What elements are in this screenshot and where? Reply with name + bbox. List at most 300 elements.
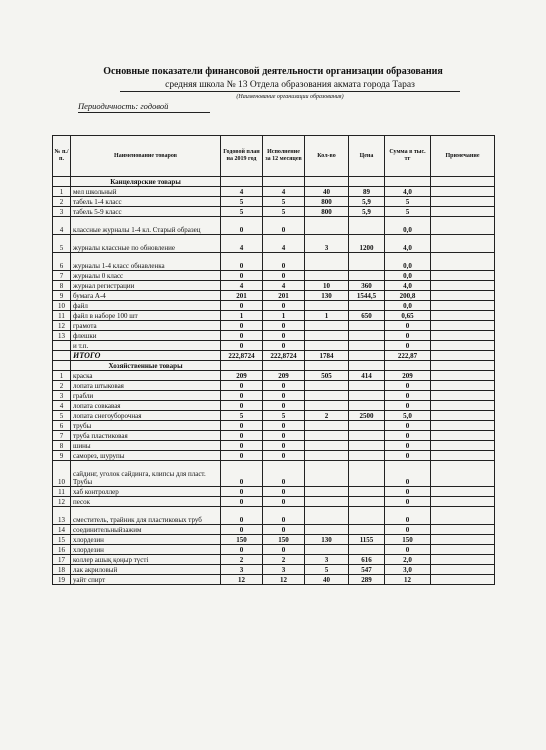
table-row	[53, 271, 495, 281]
table-row	[53, 431, 495, 441]
row-number-cell: 19	[53, 575, 71, 585]
execution-12m-cell: 0	[263, 217, 305, 235]
table-row	[53, 391, 495, 401]
table-row	[53, 575, 495, 585]
sum-thousand-tenge-cell: 0	[385, 545, 431, 555]
annual-plan-cell: 0	[221, 321, 263, 331]
note-cell	[431, 507, 495, 525]
column-header: Исполнение за 12 месяцев	[263, 136, 305, 177]
quantity-cell	[305, 441, 349, 451]
note-cell	[431, 217, 495, 235]
price-cell	[349, 431, 385, 441]
price-cell	[349, 351, 385, 361]
table-row	[53, 487, 495, 497]
note-cell	[431, 207, 495, 217]
price-cell	[349, 331, 385, 341]
item-name-cell: лопата снегоуборочная	[71, 411, 221, 421]
item-name-cell: сайдинг, уголок сайдинга, клипсы для пласт. Трубы	[71, 461, 221, 487]
quantity-cell	[305, 451, 349, 461]
section-header-row	[53, 177, 495, 187]
annual-plan-cell: 0	[221, 451, 263, 461]
periodicity-label: Периодичность: годовой	[78, 101, 210, 113]
quantity-cell	[305, 507, 349, 525]
sum-thousand-tenge-cell: 0,65	[385, 311, 431, 321]
note-cell	[431, 381, 495, 391]
sum-thousand-tenge-cell: 3,0	[385, 565, 431, 575]
item-name-cell: хлордезин	[71, 545, 221, 555]
price-cell	[349, 381, 385, 391]
execution-12m-cell: 1	[263, 311, 305, 321]
sum-thousand-tenge-cell: 5	[385, 197, 431, 207]
table-row	[53, 441, 495, 451]
row-number-cell: 13	[53, 331, 71, 341]
table-row	[53, 565, 495, 575]
price-cell	[349, 441, 385, 451]
annual-plan-cell: 4	[221, 235, 263, 253]
quantity-cell: 1	[305, 311, 349, 321]
row-number-cell: 2	[53, 381, 71, 391]
execution-12m-cell: 0	[263, 401, 305, 411]
note-cell	[431, 311, 495, 321]
row-number-cell: 4	[53, 217, 71, 235]
column-header: Годовой план на 2019 год	[221, 136, 263, 177]
price-cell: 1544,5	[349, 291, 385, 301]
section-title: Хозяйственные товары	[71, 361, 221, 371]
sum-thousand-tenge-cell: 222,87	[385, 351, 431, 361]
quantity-cell	[305, 253, 349, 271]
item-name-cell: песок	[71, 497, 221, 507]
execution-12m-cell: 0	[263, 451, 305, 461]
execution-12m-cell: 0	[263, 525, 305, 535]
item-name-cell: лак акриловый	[71, 565, 221, 575]
note-cell	[431, 555, 495, 565]
sum-thousand-tenge-cell: 0	[385, 497, 431, 507]
section-header-row	[53, 361, 495, 371]
note-cell	[431, 331, 495, 341]
quantity-cell	[305, 487, 349, 497]
note-cell	[431, 575, 495, 585]
annual-plan-cell: 5	[221, 207, 263, 217]
quantity-cell	[305, 341, 349, 351]
item-name-cell: табель 1-4 класс	[71, 197, 221, 207]
row-number-cell: 15	[53, 535, 71, 545]
annual-plan-cell: 0	[221, 545, 263, 555]
table-row	[53, 411, 495, 421]
empty-cell	[385, 361, 431, 371]
total-row	[53, 351, 495, 361]
row-number-cell: 3	[53, 207, 71, 217]
item-name-cell: классные журналы 1-4 кл. Старый образец	[71, 217, 221, 235]
note-cell	[431, 301, 495, 311]
item-name-cell: файл в наборе 100 шт	[71, 311, 221, 321]
row-number-cell	[53, 341, 71, 351]
item-name-cell: краска	[71, 371, 221, 381]
item-name-cell: и т.п.	[71, 341, 221, 351]
column-header: Сумма в тыс. тг	[385, 136, 431, 177]
execution-12m-cell: 5	[263, 207, 305, 217]
table-row	[53, 401, 495, 411]
report-title: Основные показатели финансовой деятельности организации образования	[103, 66, 443, 77]
note-cell	[431, 235, 495, 253]
execution-12m-cell: 0	[263, 507, 305, 525]
annual-plan-cell: 222,8724	[221, 351, 263, 361]
price-cell	[349, 487, 385, 497]
table-row	[53, 451, 495, 461]
note-cell	[431, 411, 495, 421]
price-cell	[349, 497, 385, 507]
price-cell: 289	[349, 575, 385, 585]
note-cell	[431, 271, 495, 281]
annual-plan-cell: 0	[221, 331, 263, 341]
row-number-cell: 5	[53, 411, 71, 421]
row-number-cell: 8	[53, 441, 71, 451]
annual-plan-cell: 4	[221, 187, 263, 197]
annual-plan-cell: 0	[221, 487, 263, 497]
quantity-cell: 40	[305, 575, 349, 585]
note-cell	[431, 497, 495, 507]
table-row	[53, 525, 495, 535]
price-cell: 2500	[349, 411, 385, 421]
price-cell	[349, 391, 385, 401]
item-name-cell: лопата штыковая	[71, 381, 221, 391]
execution-12m-cell: 0	[263, 461, 305, 487]
note-cell	[431, 341, 495, 351]
row-number-cell: 7	[53, 271, 71, 281]
annual-plan-cell: 5	[221, 411, 263, 421]
section-number-cell	[53, 361, 71, 371]
sum-thousand-tenge-cell: 0	[385, 487, 431, 497]
note-cell	[431, 565, 495, 575]
row-number-cell: 1	[53, 371, 71, 381]
annual-plan-cell: 12	[221, 575, 263, 585]
annual-plan-cell: 0	[221, 441, 263, 451]
execution-12m-cell: 0	[263, 421, 305, 431]
note-cell	[431, 351, 495, 361]
table-row	[53, 535, 495, 545]
section-title: Канцелярские товары	[71, 177, 221, 187]
table-row	[53, 461, 495, 487]
quantity-cell: 10	[305, 281, 349, 291]
execution-12m-cell: 0	[263, 253, 305, 271]
annual-plan-cell: 1	[221, 311, 263, 321]
table-row	[53, 331, 495, 341]
item-name-cell: коллер ашық қоңыр түсті	[71, 555, 221, 565]
empty-cell	[263, 177, 305, 187]
row-number-cell: 9	[53, 451, 71, 461]
quantity-cell	[305, 421, 349, 431]
sum-thousand-tenge-cell: 0	[385, 401, 431, 411]
price-cell: 547	[349, 565, 385, 575]
note-cell	[431, 321, 495, 331]
quantity-cell	[305, 217, 349, 235]
annual-plan-cell: 209	[221, 371, 263, 381]
item-name-cell: бумага А-4	[71, 291, 221, 301]
organization-name: средняя школа № 13 Отдела образования акмата города Тараз	[120, 80, 460, 92]
table-row	[53, 217, 495, 235]
annual-plan-cell: 0	[221, 391, 263, 401]
execution-12m-cell: 0	[263, 381, 305, 391]
annual-plan-cell: 0	[221, 301, 263, 311]
sum-thousand-tenge-cell: 0	[385, 461, 431, 487]
sum-thousand-tenge-cell: 2,0	[385, 555, 431, 565]
sum-thousand-tenge-cell: 5,0	[385, 411, 431, 421]
note-cell	[431, 371, 495, 381]
annual-plan-cell: 2	[221, 555, 263, 565]
sum-thousand-tenge-cell: 0	[385, 441, 431, 451]
annual-plan-cell: 0	[221, 381, 263, 391]
annual-plan-cell: 0	[221, 421, 263, 431]
column-header: Цена	[349, 136, 385, 177]
execution-12m-cell: 0	[263, 341, 305, 351]
price-cell	[349, 451, 385, 461]
annual-plan-cell: 0	[221, 217, 263, 235]
price-cell	[349, 545, 385, 555]
quantity-cell	[305, 331, 349, 341]
table-row	[53, 381, 495, 391]
item-name-cell: ИТОГО	[71, 351, 221, 361]
row-number-cell: 10	[53, 461, 71, 487]
table-row	[53, 421, 495, 431]
row-number-cell: 11	[53, 487, 71, 497]
sum-thousand-tenge-cell: 0,0	[385, 271, 431, 281]
quantity-cell	[305, 431, 349, 441]
price-cell	[349, 401, 385, 411]
item-name-cell: табель 5-9 класс	[71, 207, 221, 217]
quantity-cell: 2	[305, 411, 349, 421]
item-name-cell: журналы 0 класс	[71, 271, 221, 281]
price-cell	[349, 217, 385, 235]
note-cell	[431, 281, 495, 291]
price-cell	[349, 271, 385, 281]
row-number-cell	[53, 351, 71, 361]
quantity-cell: 3	[305, 235, 349, 253]
execution-12m-cell: 12	[263, 575, 305, 585]
row-number-cell: 7	[53, 431, 71, 441]
quantity-cell: 1784	[305, 351, 349, 361]
sum-thousand-tenge-cell: 0	[385, 525, 431, 535]
row-number-cell: 13	[53, 507, 71, 525]
row-number-cell: 1	[53, 187, 71, 197]
item-name-cell: хлордезин	[71, 535, 221, 545]
item-name-cell: журнал регистрации	[71, 281, 221, 291]
item-name-cell: журналы классные по обновление	[71, 235, 221, 253]
price-cell: 5,9	[349, 197, 385, 207]
note-cell	[431, 535, 495, 545]
column-header: № п./п.	[53, 136, 71, 177]
item-name-cell: лопата совкавая	[71, 401, 221, 411]
item-name-cell: шины	[71, 441, 221, 451]
item-name-cell: уайт спирт	[71, 575, 221, 585]
annual-plan-cell: 0	[221, 341, 263, 351]
column-header: Кол-во	[305, 136, 349, 177]
item-name-cell: саморез, шурупы	[71, 451, 221, 461]
quantity-cell: 800	[305, 197, 349, 207]
execution-12m-cell: 5	[263, 411, 305, 421]
execution-12m-cell: 0	[263, 391, 305, 401]
sum-thousand-tenge-cell: 0	[385, 507, 431, 525]
item-name-cell: соединительныйзажим	[71, 525, 221, 535]
note-cell	[431, 431, 495, 441]
sum-thousand-tenge-cell: 0	[385, 341, 431, 351]
row-number-cell: 16	[53, 545, 71, 555]
execution-12m-cell: 0	[263, 441, 305, 451]
annual-plan-cell: 150	[221, 535, 263, 545]
table-row	[53, 497, 495, 507]
financial-table	[52, 135, 495, 585]
item-name-cell: флешки	[71, 331, 221, 341]
item-name-cell: сместитель, трайник для пластиковых труб	[71, 507, 221, 525]
execution-12m-cell: 209	[263, 371, 305, 381]
execution-12m-cell: 0	[263, 497, 305, 507]
table-row	[53, 301, 495, 311]
execution-12m-cell: 4	[263, 187, 305, 197]
execution-12m-cell: 0	[263, 271, 305, 281]
quantity-cell: 130	[305, 291, 349, 301]
empty-cell	[385, 177, 431, 187]
price-cell	[349, 321, 385, 331]
sum-thousand-tenge-cell: 4,0	[385, 235, 431, 253]
row-number-cell: 2	[53, 197, 71, 207]
price-cell	[349, 525, 385, 535]
empty-cell	[431, 361, 495, 371]
note-cell	[431, 253, 495, 271]
note-cell	[431, 401, 495, 411]
table-row	[53, 321, 495, 331]
empty-cell	[431, 177, 495, 187]
row-number-cell: 3	[53, 391, 71, 401]
table-row	[53, 555, 495, 565]
annual-plan-cell: 3	[221, 565, 263, 575]
annual-plan-cell: 0	[221, 497, 263, 507]
table-row	[53, 197, 495, 207]
section-number-cell	[53, 177, 71, 187]
sum-thousand-tenge-cell: 5	[385, 207, 431, 217]
table-row	[53, 207, 495, 217]
table-row	[53, 253, 495, 271]
table-row	[53, 235, 495, 253]
execution-12m-cell: 201	[263, 291, 305, 301]
row-number-cell: 11	[53, 311, 71, 321]
item-name-cell: грабли	[71, 391, 221, 401]
note-cell	[431, 545, 495, 555]
price-cell	[349, 507, 385, 525]
quantity-cell	[305, 271, 349, 281]
item-name-cell: труба пластиковая	[71, 431, 221, 441]
table-row	[53, 507, 495, 525]
quantity-cell	[305, 321, 349, 331]
price-cell: 360	[349, 281, 385, 291]
sum-thousand-tenge-cell: 0	[385, 421, 431, 431]
execution-12m-cell: 0	[263, 545, 305, 555]
table-row	[53, 545, 495, 555]
sum-thousand-tenge-cell: 200,8	[385, 291, 431, 301]
annual-plan-cell: 0	[221, 461, 263, 487]
note-cell	[431, 187, 495, 197]
empty-cell	[305, 177, 349, 187]
note-cell	[431, 525, 495, 535]
note-cell	[431, 391, 495, 401]
price-cell	[349, 301, 385, 311]
annual-plan-cell: 0	[221, 271, 263, 281]
note-cell	[431, 441, 495, 451]
sum-thousand-tenge-cell: 209	[385, 371, 431, 381]
price-cell: 616	[349, 555, 385, 565]
note-cell	[431, 421, 495, 431]
annual-plan-cell: 4	[221, 281, 263, 291]
empty-cell	[349, 361, 385, 371]
quantity-cell	[305, 381, 349, 391]
quantity-cell: 505	[305, 371, 349, 381]
row-number-cell: 18	[53, 565, 71, 575]
table-row	[53, 311, 495, 321]
execution-12m-cell: 2	[263, 555, 305, 565]
note-cell	[431, 461, 495, 487]
quantity-cell	[305, 545, 349, 555]
table-row	[53, 187, 495, 197]
sum-thousand-tenge-cell: 4,0	[385, 187, 431, 197]
item-name-cell: хаб контроллер	[71, 487, 221, 497]
table-row	[53, 291, 495, 301]
table-row	[53, 341, 495, 351]
note-cell	[431, 197, 495, 207]
price-cell	[349, 421, 385, 431]
sum-thousand-tenge-cell: 150	[385, 535, 431, 545]
annual-plan-cell: 0	[221, 525, 263, 535]
item-name-cell: грамота	[71, 321, 221, 331]
sum-thousand-tenge-cell: 0	[385, 381, 431, 391]
execution-12m-cell: 0	[263, 331, 305, 341]
sum-thousand-tenge-cell: 0	[385, 451, 431, 461]
note-cell	[431, 487, 495, 497]
quantity-cell: 40	[305, 187, 349, 197]
sum-thousand-tenge-cell: 0	[385, 431, 431, 441]
row-number-cell: 5	[53, 235, 71, 253]
execution-12m-cell: 0	[263, 431, 305, 441]
table-row	[53, 371, 495, 381]
sum-thousand-tenge-cell: 4,0	[385, 281, 431, 291]
annual-plan-cell: 201	[221, 291, 263, 301]
row-number-cell: 6	[53, 253, 71, 271]
execution-12m-cell: 0	[263, 301, 305, 311]
table-row	[53, 281, 495, 291]
sum-thousand-tenge-cell: 0,0	[385, 253, 431, 271]
item-name-cell: мел школьный	[71, 187, 221, 197]
table-header-row	[53, 136, 495, 177]
price-cell	[349, 341, 385, 351]
annual-plan-cell: 0	[221, 431, 263, 441]
sum-thousand-tenge-cell: 0	[385, 331, 431, 341]
quantity-cell	[305, 497, 349, 507]
column-header: Примечание	[431, 136, 495, 177]
sum-thousand-tenge-cell: 12	[385, 575, 431, 585]
row-number-cell: 8	[53, 281, 71, 291]
execution-12m-cell: 0	[263, 487, 305, 497]
sum-thousand-tenge-cell: 0,0	[385, 301, 431, 311]
item-name-cell: трубы	[71, 421, 221, 431]
empty-cell	[305, 361, 349, 371]
price-cell: 5,9	[349, 207, 385, 217]
annual-plan-cell: 5	[221, 197, 263, 207]
quantity-cell	[305, 461, 349, 487]
annual-plan-cell: 0	[221, 507, 263, 525]
price-cell: 1155	[349, 535, 385, 545]
price-cell	[349, 253, 385, 271]
item-name-cell: файл	[71, 301, 221, 311]
sum-thousand-tenge-cell: 0,0	[385, 217, 431, 235]
execution-12m-cell: 5	[263, 197, 305, 207]
price-cell	[349, 461, 385, 487]
row-number-cell: 17	[53, 555, 71, 565]
